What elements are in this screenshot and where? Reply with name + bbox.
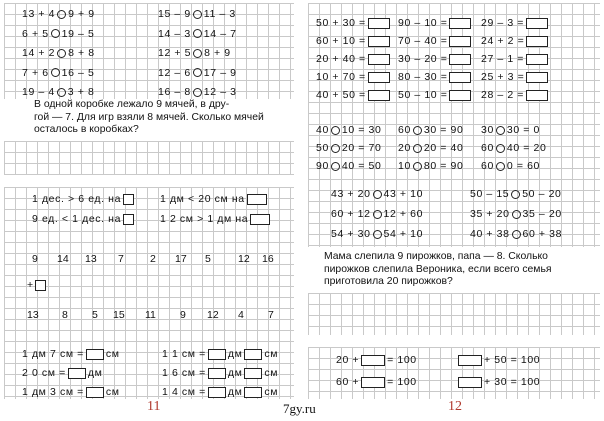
answer-square[interactable] <box>35 280 46 291</box>
compare-row-left <box>331 188 423 200</box>
number-cell: 15 <box>113 309 125 321</box>
plus-sign: + <box>27 279 34 291</box>
expr: 1 2 см > 1 дм на <box>160 213 249 225</box>
number-cell: 9 <box>32 253 38 265</box>
compare-row-right <box>470 228 562 240</box>
expr: 35 + 20 <box>470 208 510 220</box>
answer-box[interactable] <box>526 72 548 83</box>
expr: 30 – 20 = <box>398 53 448 65</box>
compare-circle[interactable] <box>373 210 382 219</box>
equation-left <box>336 354 417 366</box>
expr: 12 – 3 <box>203 86 237 98</box>
sign-row <box>316 160 381 172</box>
sign-row <box>398 160 463 172</box>
answer-box[interactable] <box>449 54 471 65</box>
expr: 10 + 70 = <box>316 71 366 83</box>
compare-row-left <box>22 47 95 59</box>
expr: 50 <box>316 142 329 154</box>
compare-circle[interactable] <box>373 230 382 239</box>
sign-row <box>481 142 546 154</box>
answer-box[interactable] <box>208 368 226 379</box>
compare-circle[interactable] <box>496 144 505 153</box>
expr: 80 = 90 <box>423 160 464 172</box>
answer-box[interactable] <box>244 349 262 360</box>
fill-in-row <box>398 53 473 65</box>
number-cell: 5 <box>205 253 211 265</box>
compare-row-left <box>22 8 95 20</box>
expr: 1 дм 3 см = <box>22 386 84 398</box>
expr: 1 дес. > 6 ед. на <box>32 193 122 205</box>
expr: 12 – 6 <box>158 66 191 79</box>
expr: 28 – 2 = <box>481 89 525 101</box>
answer-box[interactable] <box>368 18 390 29</box>
answer-box[interactable] <box>526 18 548 29</box>
expr: 1 дм 7 см = <box>22 348 84 360</box>
compare-circle[interactable] <box>51 68 60 77</box>
compare-circle[interactable] <box>193 88 202 97</box>
number-cell: 12 <box>207 309 219 321</box>
answer-box[interactable] <box>368 72 390 83</box>
answer-box[interactable] <box>244 387 262 398</box>
expr: 70 – 40 = <box>398 35 448 47</box>
answer-box[interactable] <box>368 90 390 101</box>
number-cell: 8 <box>62 309 68 321</box>
number-cell: 7 <box>268 309 274 321</box>
answer-box[interactable] <box>208 387 226 398</box>
equation-right <box>456 376 540 388</box>
right-word-problem: Мама слепила 9 пирожков, папа — 8. Сколько пирожков слепила Вероника, если всего семья приготовила 20 пирожков? <box>324 251 600 289</box>
fill-in-row <box>398 71 473 83</box>
unit: см <box>264 348 279 360</box>
number-cell: 12 <box>238 253 250 265</box>
compare-circle[interactable] <box>193 29 202 38</box>
answer-box[interactable] <box>449 90 471 101</box>
expr: 60 <box>398 124 411 136</box>
number-cell: 14 <box>57 253 69 265</box>
number-cell: 11 <box>145 309 156 321</box>
answer-box[interactable] <box>250 214 270 225</box>
compare-row-right <box>158 28 237 40</box>
answer-box[interactable] <box>68 368 86 379</box>
compare-row-left <box>331 228 423 240</box>
expr: 60 <box>481 160 494 172</box>
expr: 30 <box>481 124 494 136</box>
sign-row <box>398 142 463 154</box>
fill-in-row <box>481 17 550 29</box>
expr: 3 + 8 <box>67 86 95 98</box>
expr: 10 = 30 <box>341 124 382 136</box>
expr: 11 – 3 <box>203 8 236 20</box>
compare-circle[interactable] <box>193 49 202 58</box>
expr: 60 + 38 <box>522 228 563 240</box>
expr: 8 + 8 <box>68 47 95 59</box>
compare-circle[interactable] <box>193 68 202 77</box>
expr: 17 – 9 <box>203 66 237 79</box>
expr: 14 + 2 <box>22 47 56 59</box>
expr: 19 – 4 <box>22 86 55 98</box>
units-compare-left <box>32 213 136 225</box>
compare-row-right <box>158 47 231 59</box>
compare-circle[interactable] <box>331 144 340 153</box>
expr: 14 – 3 <box>158 27 191 40</box>
expr: 50 – 20 <box>522 188 562 200</box>
expr: 40 + 38 <box>470 228 510 240</box>
unit: дм <box>227 348 243 360</box>
conversion-right <box>162 386 278 398</box>
expr: 40 + 50 = <box>316 89 366 101</box>
sign-row <box>316 142 381 154</box>
fill-in-row <box>316 17 392 29</box>
compare-row-left <box>331 208 423 220</box>
compare-circle[interactable] <box>413 144 422 153</box>
expr: 24 + 2 = <box>481 35 525 47</box>
expr: 15 – 9 <box>158 8 191 20</box>
answer-box[interactable] <box>86 349 104 360</box>
compare-row-right <box>158 8 236 20</box>
expr: 1 дм < 20 см на <box>160 193 245 205</box>
unit: дм <box>227 386 243 398</box>
expr: 35 – 20 <box>522 208 562 220</box>
expr: 30 = 0 <box>506 124 540 136</box>
compare-row-left <box>22 28 94 40</box>
unit: дм <box>227 367 243 379</box>
compare-row-right <box>158 86 237 98</box>
answer-box[interactable] <box>449 36 471 47</box>
compare-circle[interactable] <box>57 49 66 58</box>
answer-box[interactable] <box>368 36 390 47</box>
number-cell: 17 <box>175 253 187 265</box>
expr: 10 <box>398 160 411 172</box>
expr: 90 – 10 = <box>398 17 448 29</box>
fill-in-row <box>481 35 550 47</box>
compare-circle[interactable] <box>512 210 521 219</box>
equation-left <box>336 376 417 388</box>
expr: = 100 <box>387 376 417 388</box>
expr: 20 <box>398 142 411 154</box>
expr: + 50 = 100 <box>484 354 541 366</box>
expr: 50 – 10 = <box>398 89 448 101</box>
compare-row-left <box>22 67 94 79</box>
answer-box[interactable] <box>244 368 262 379</box>
expr: 14 – 7 <box>203 27 237 40</box>
answer-box[interactable] <box>208 349 226 360</box>
number-row-top <box>0 253 300 265</box>
equation-right <box>456 354 540 366</box>
compare-row-right <box>470 188 561 200</box>
compare-circle[interactable] <box>413 162 422 171</box>
number-cell: 4 <box>238 309 244 321</box>
compare-circle[interactable] <box>193 10 202 19</box>
sign-row <box>398 124 463 136</box>
sign-row <box>316 124 381 136</box>
number-cell: 7 <box>118 253 124 265</box>
compare-circle[interactable] <box>496 126 505 135</box>
conversion-left <box>22 386 120 398</box>
unit: см <box>264 386 279 398</box>
expr: 9 + 9 <box>68 8 95 20</box>
page-number-right: 12 <box>448 399 462 414</box>
expr: 60 + 10 = <box>316 35 366 47</box>
expr: 6 + 5 <box>22 27 49 40</box>
unit: см <box>105 386 120 398</box>
fill-in-row <box>316 71 392 83</box>
expr: 60 <box>481 142 494 154</box>
compare-circle[interactable] <box>57 88 66 97</box>
unit: см <box>264 367 279 379</box>
expr: 20 = 70 <box>341 142 382 154</box>
fill-in-row <box>316 53 392 65</box>
answer-box[interactable] <box>86 387 104 398</box>
site-watermark: 7gy.ru <box>283 401 316 416</box>
expr: 60 + <box>336 376 360 388</box>
expr: 16 – 8 <box>158 86 191 98</box>
units-compare-right <box>160 193 269 205</box>
expr: 20 = 40 <box>423 142 464 154</box>
answer-box[interactable] <box>361 355 385 366</box>
answer-box[interactable] <box>458 377 482 388</box>
expr: 8 + 9 <box>204 47 231 59</box>
compare-circle[interactable] <box>57 10 66 19</box>
expr: 80 – 30 = <box>398 71 448 83</box>
fill-in-row <box>481 53 550 65</box>
compare-row-right <box>158 67 237 79</box>
unit: дм <box>87 367 103 379</box>
expr: 50 + 30 = <box>316 17 366 29</box>
compare-row-right <box>470 208 562 220</box>
number-row-bottom <box>0 309 300 321</box>
compare-circle[interactable] <box>496 162 505 171</box>
answer-box[interactable] <box>361 377 385 388</box>
fill-in-row <box>481 71 550 83</box>
number-cell: 5 <box>92 309 98 321</box>
compare-circle[interactable] <box>511 190 520 199</box>
expr: 1 6 см = <box>162 367 206 379</box>
expr: 12 + 60 <box>383 208 424 220</box>
expr: 54 + 10 <box>383 228 424 240</box>
answer-box[interactable] <box>526 90 548 101</box>
conversion-left <box>22 367 102 379</box>
compare-circle[interactable] <box>413 126 422 135</box>
conversion-right <box>162 367 278 379</box>
right-answer-grid <box>308 293 600 335</box>
expr: 20 + <box>336 354 360 366</box>
expr: 19 – 5 <box>61 27 95 40</box>
compare-circle[interactable] <box>512 230 521 239</box>
answer-box[interactable] <box>526 54 548 65</box>
number-cell: 13 <box>85 253 97 265</box>
expr: 43 + 10 <box>383 188 424 200</box>
fill-in-row <box>316 35 392 47</box>
number-cell: 13 <box>27 309 39 321</box>
expr: 50 – 15 <box>470 188 510 200</box>
left-word-problem: В одной коробке лежало 9 мячей, в дру- гой — 7. Для игр взяли 8 мячей. Сколько мячей осталось в коробках? <box>34 99 296 137</box>
compare-row-left <box>22 86 94 98</box>
sign-row <box>481 124 540 136</box>
units-compare-left <box>32 193 136 205</box>
sign-row <box>481 160 540 172</box>
expr: 40 = 20 <box>506 142 547 154</box>
expr: 60 + 12 <box>331 208 371 220</box>
expr: 13 + 4 <box>22 8 56 20</box>
expr: 54 + 30 <box>331 228 371 240</box>
compare-circle[interactable] <box>373 190 382 199</box>
expr: 12 + 5 <box>158 47 192 59</box>
expr: 25 + 3 = <box>481 71 525 83</box>
expr: 40 <box>316 124 329 136</box>
answer-box[interactable] <box>526 36 548 47</box>
expr: 16 – 5 <box>61 66 95 79</box>
expr: 9 ед. < 1 дес. на <box>32 213 122 225</box>
expr: 40 = 50 <box>341 160 382 172</box>
expr: 20 + 40 = <box>316 53 366 65</box>
expr: + 30 = 100 <box>484 376 541 388</box>
units-compare-right <box>160 213 272 225</box>
number-cell: 16 <box>262 253 274 265</box>
unit: см <box>105 348 120 360</box>
fill-in-row <box>481 89 550 101</box>
left-answer-grid <box>4 141 294 175</box>
expr: 7 + 6 <box>22 66 49 79</box>
conversion-left <box>22 348 120 360</box>
number-cell: 2 <box>150 253 156 265</box>
expr: = 100 <box>387 354 417 366</box>
page-number-left: 11 <box>147 399 161 414</box>
fill-in-row <box>398 17 473 29</box>
answer-box[interactable] <box>449 18 471 29</box>
expr: 90 <box>316 160 329 172</box>
fill-in-row <box>316 89 392 101</box>
conversion-right <box>162 348 278 360</box>
expr: 29 – 3 = <box>481 17 525 29</box>
expr: 30 = 90 <box>423 124 464 136</box>
answer-box[interactable] <box>368 54 390 65</box>
expr: 43 + 20 <box>331 188 371 200</box>
answer-square[interactable] <box>123 214 134 225</box>
answer-box[interactable] <box>247 194 267 205</box>
answer-square[interactable] <box>123 194 134 205</box>
compare-circle[interactable] <box>51 29 60 38</box>
expr: 27 – 1 = <box>481 53 525 65</box>
answer-box[interactable] <box>449 72 471 83</box>
compare-circle[interactable] <box>331 162 340 171</box>
expr: 0 = 60 <box>506 160 540 172</box>
number-cell: 9 <box>180 309 186 321</box>
expr: 1 1 см = <box>162 348 206 360</box>
answer-box[interactable] <box>458 355 482 366</box>
expr: 2 0 см = <box>22 367 66 379</box>
expr: 1 4 см = <box>162 386 206 398</box>
fill-in-row <box>398 89 473 101</box>
compare-circle[interactable] <box>331 126 340 135</box>
fill-in-row <box>398 35 473 47</box>
